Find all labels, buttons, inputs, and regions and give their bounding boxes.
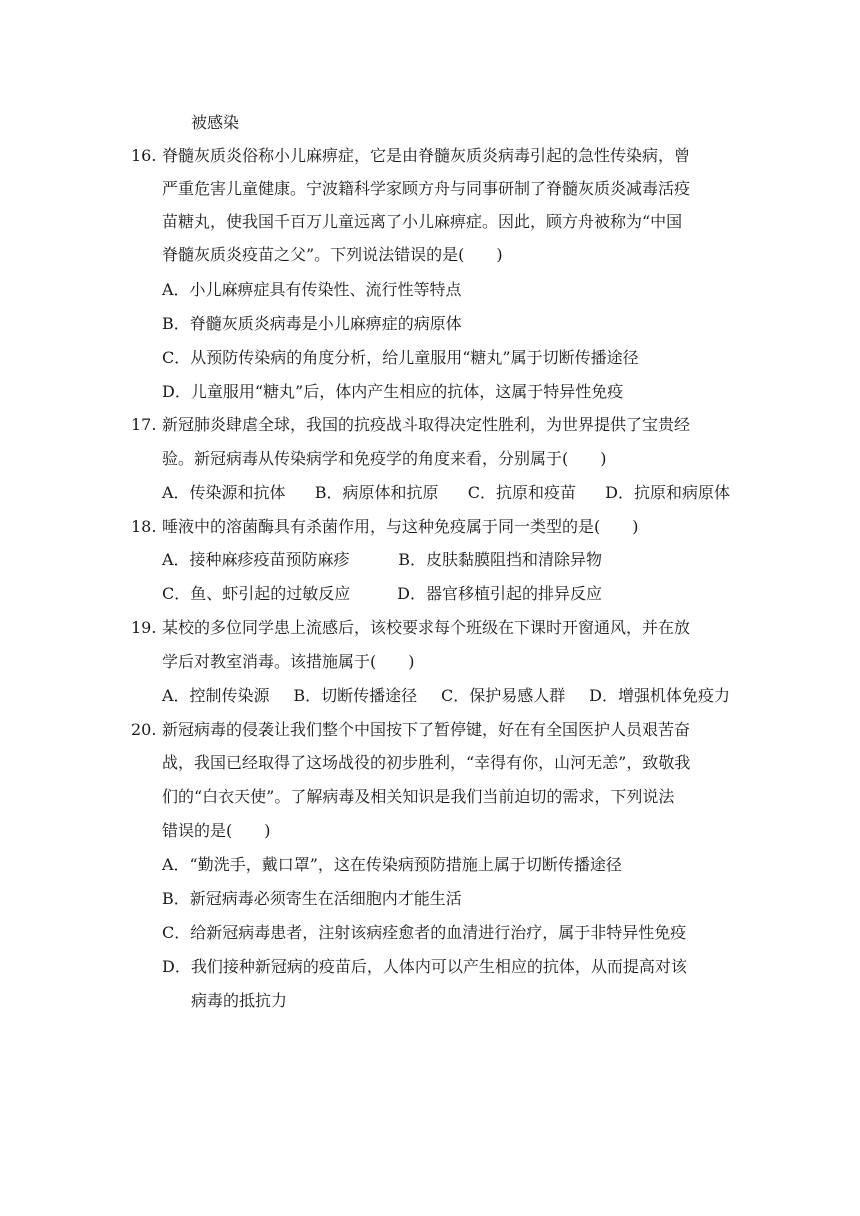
question-20-option-d-line-2: 病毒的抵抗力 — [191, 991, 288, 1010]
question-20-stem-line-4: 错误的是( ) — [162, 821, 271, 840]
question-17-stem-line-1: 新冠肺炎肆虐全球，我国的抗疫战斗取得决定性胜利，为世界提供了宝贵经 — [162, 415, 691, 434]
question-18-options-row-1 — [162, 549, 602, 571]
question-18-option-d: D．器官移植引起的排异反应 — [397, 584, 602, 603]
question-20-number: 20. — [131, 720, 157, 739]
question-20-stem-line-1: 新冠病毒的侵袭让我们整个中国按下了暂停键，好在有全国医护人员艰苦奋 — [162, 720, 691, 739]
question-18-stem-line-1: 唾液中的溶菌酶具有杀菌作用，与这种免疫属于同一类型的是( ) — [162, 517, 639, 536]
question-17-option-a: A．传染源和抗体 — [162, 483, 286, 502]
question-19-option-c: C．保护易感人群 — [441, 686, 566, 705]
question-16-option-c: C．从预防传染病的角度分析，给儿童服用“糖丸”属于切断传播途径 — [162, 348, 639, 367]
question-16-stem-line-1: 脊髓灰质炎俗称小儿麻痹症，它是由脊髓灰质炎病毒引起的急性传染病，曾 — [162, 146, 691, 165]
question-16-stem-line-2: 严重危害儿童健康。宁波籍科学家顾方舟与同事研制了脊髓灰质炎减毒活疫 — [162, 179, 691, 198]
question-20-option-c: C．给新冠病毒患者，注射该病痊愈者的血清进行治疗，属于非特异性免疫 — [162, 923, 687, 942]
question-19-number: 19. — [131, 618, 157, 637]
question-19-stem-line-1: 某校的多位同学患上流感后，该校要求每个班级在下课时开窗通风，并在放 — [162, 618, 691, 637]
question-19-stem-line-2: 学后对教室消毒。该措施属于( ) — [162, 652, 415, 671]
carry-over-text: 被感染 — [191, 113, 240, 132]
question-17-option-b: B．病原体和抗原 — [314, 483, 439, 502]
question-19-option-b: B．切断传播途径 — [293, 686, 418, 705]
question-18-number: 18. — [131, 517, 157, 536]
question-16-option-d: D．儿童服用“糖丸”后，体内产生相应的抗体，这属于特异性免疫 — [162, 382, 624, 401]
question-16-number: 16. — [131, 146, 157, 165]
question-17-option-c: C．抗原和疫苗 — [467, 483, 576, 502]
question-16-stem-line-4: 脊髓灰质炎疫苗之父”。下列说法错误的是( ) — [162, 245, 503, 264]
question-17-option-d: D．抗原和病原体 — [605, 483, 730, 502]
question-17-stem-line-2: 验。新冠病毒从传染病学和免疫学的角度来看，分别属于( ) — [162, 449, 607, 468]
question-18-options-row-2 — [162, 583, 602, 605]
question-20-option-d-line-1: D．我们接种新冠病的疫苗后，人体内可以产生相应的抗体，从而提高对该 — [162, 957, 687, 976]
question-17-number: 17. — [131, 415, 157, 434]
question-20-stem-line-2: 战，我国已经取得了这场战役的初步胜利，“幸得有你，山河无恙”，致敬我 — [162, 753, 691, 772]
question-19-options-row — [162, 685, 730, 707]
question-20-option-a: A．“勤洗手，戴口罩”，这在传染病预防措施上属于切断传播途径 — [162, 855, 622, 874]
question-18-option-a: A．接种麻疹疫苗预防麻疹 — [162, 550, 350, 569]
question-18-option-b: B．皮肤黏膜阻挡和清除异物 — [398, 550, 602, 569]
question-16-option-b: B．脊髓灰质炎病毒是小儿麻痹症的病原体 — [162, 314, 462, 333]
question-18-option-c: C．鱼、虾引起的过敏反应 — [162, 584, 351, 603]
question-16-stem-line-3: 苗糖丸，使我国千百万儿童远离了小儿麻痹症。因此，顾方舟被称为“中国 — [162, 212, 683, 231]
question-16-option-a: A．小儿麻痹症具有传染性、流行性等特点 — [162, 280, 462, 299]
question-20-option-b: B．新冠病毒必须寄生在活细胞内才能生活 — [162, 889, 462, 908]
question-19-option-a: A．控制传染源 — [162, 686, 270, 705]
question-17-options-row — [162, 482, 730, 504]
question-20-stem-line-3: 们的“白衣天使”。了解病毒及相关知识是我们当前迫切的需求，下列说法 — [162, 787, 675, 806]
question-19-option-d: D．增强机体免疫力 — [589, 686, 730, 705]
